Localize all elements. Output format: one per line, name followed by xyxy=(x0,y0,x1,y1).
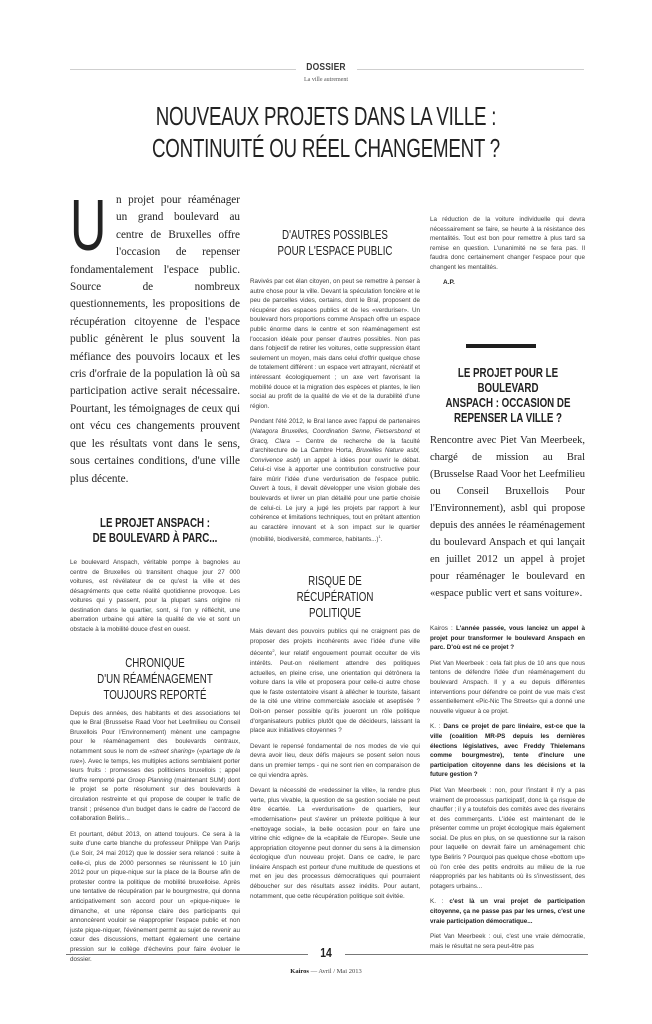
text-run: Pendant l'été 2012, le Bral lance avec l'appui de partenaires ( xyxy=(250,418,420,435)
question-text: Dans ce projet de parc linéaire, est-ce que la ville (coalition MR-PS depuis les dernières élections législatives, avec Freddy Thielemans comme bourgmestre), tente d'inclure une participation citoyenne dans les décisions et la future gestion ? xyxy=(430,723,585,779)
speaker-label: Kairos : xyxy=(430,625,456,632)
risque-paragraph-2: Devant le repensé fondamental de nos modes de vie qui devra avoir lieu, deux défis majeurs se posent selon nous dans un premier temps - qui ne sont rien en comparaison de ce qui viendra après. xyxy=(250,742,420,779)
heading-line: LE PROJET ANSPACH : xyxy=(100,515,210,530)
italic-run: street sharing xyxy=(152,748,192,756)
text-run: ) un appel à idées pour ouvrir le débat. Celui-ci vise à apporter une contribution constructive pour faire mûrir l'idée d'une verdurisation de l'espace public. Ouvert à tous, il devait développer une vision globale des boulevards et livrer un plan détaillé pour une partie choisie de celui-ci. Le jury a jugé les projets par rapport à leur cohérence et limitations techniques, tout en prêtant attention au caractère innovant et à son impact sur le quartier (mobilité, biodiversité, commerce, habitants...) xyxy=(250,456,420,544)
drop-cap: U xyxy=(70,186,107,266)
footer-publication xyxy=(0,968,652,975)
speaker-label: K. : xyxy=(430,723,444,731)
heading-line: RISQUE DE RÉCUPÉRATION xyxy=(296,573,374,605)
text-run: » (« xyxy=(191,748,203,756)
heading-line: REPENSER LA VILLE ? xyxy=(453,411,562,425)
heading-line: POLITIQUE xyxy=(308,605,362,621)
interview-question-3 xyxy=(430,897,585,926)
interview-answer-1: Piet Van Meerbeek : cela fait plus de 10 ans que nous tentons de défendre l'idée d'un réaménagement du boulevard Anspach. Il y a eu depuis différentes interventions pour défendre ce point de vue mais c'est essentiellement «Pic-Nic The Streets» qui a donné une nouvelle vigueur à ce projet. xyxy=(430,659,585,715)
heading-line: POUR L'ESPACE PUBLIC xyxy=(277,243,393,258)
chronique-paragraph-2: Et pourtant, début 2013, on attend toujours. Ce sera à la suite d'une carte blanche du professeur Philippe Van Parijs (Le Soir, 24 mai 2012) que le dossier sera relancé : suite à celle-ci, plus de 2000 personnes se réunissent le 10 juin 2012 pour un pique-nique sur la place de la Bourse afin de protester contre la politique de mobilité bruxelloise. Après une tentative de récupération par le bourgmestre, qui donna anticipativement son accord pour un «pique-nique» le dimanche, et une réponse claire des participants qui annoncèrent vouloir se réapproprier l'espace public et non juste pique-niquer, l'événement permit au sujet de revenir au cœur des discussions, mettant également une certaine pression sur le collège d'échevins pour faire évoluer le dossier. xyxy=(70,830,240,963)
heading-chronique xyxy=(91,655,219,703)
heading-interview xyxy=(441,366,575,426)
heading-line: ANSPACH : OCCASION DE xyxy=(445,396,571,410)
interview-answer-2: Piet Van Meerbeek : non, pour l'instant il n'y a pas vraiment de processus participatif, donc là ça risque de chauffer ; il y a toutefois des comités avec des riverains et des commerçants. L'idée est maintenant de le présenter comme un projet écologique mais également social. De plus en plus, on se questionne sur la raison pour laquelle on devrait faire un aménagement chic type Beliris ? Pourquoi pas quelque chose «bottom up» où l'on crée des petits endroits au milieu de la rue réappropriés par les habitants où ils s'investissent, des potagers urbains... xyxy=(430,786,585,890)
speaker-label: K. : xyxy=(430,898,450,906)
column-3 xyxy=(430,215,585,286)
heading-line: CHRONIQUE xyxy=(125,654,185,670)
footnote-ref[interactable]: 1 xyxy=(378,534,381,540)
interview-question-1 xyxy=(430,624,585,653)
italic-run: Groep Planning xyxy=(127,776,173,784)
column-3-interview xyxy=(422,366,594,426)
text-run: – Centre de recherche de la faculté d'architecture de La Cambre Horta, xyxy=(250,437,420,455)
page-number: 14 xyxy=(320,945,332,960)
intro-paragraph xyxy=(70,186,240,488)
risque-paragraph-4: La réduction de la voiture individuelle qui devra nécessairement se faire, se heurte à la résistance des mentalités. Tout est bon pour remettre à plus tard sa remise en question. L'unanimité ne se fera pas. Il faudra donc certainement changer l'espace pour que changent les mentalités. xyxy=(430,216,585,271)
column-1 xyxy=(70,186,240,970)
italic-run: Bruxelles Nature asbl, Convivence asbl xyxy=(250,447,420,464)
article-title xyxy=(91,100,560,164)
heading-line: D'AUTRES POSSIBLES xyxy=(282,227,388,242)
possibles-paragraph-2: Pendant l'été 2012, le Bral lance avec l'appui de partenaires (Natagora Bruxelles, Coordination Senne, Fietsersbond et Gracq, Clara – Centre de recherche de la faculté d'architecture de La Cambre Horta, Bruxelles Nature asbl, Convivence asbl) un appel à idées pour ouvrir le débat. Celui-ci vise à apporter une contribution constructive pour faire mûrir l'idée d'une verdurisation de l'espace public. Ouvert à tous, il devait développer une vision globale des boulevards et livrer un plan détaillé pour une partie choisie de celui-ci. Le jury a jugé les projets par rapport à leur cohérence et limitations techniques, tout en prêtant attention au caractère innovant et à son impact sur le quartier (mobilité, biodiversité, commerce, habitants...)$^1$. xyxy=(250,418,420,544)
text-run: (maintenant SUM) dont le projet se porte résolument sur des boulevards à circulation restreinte et qui propose de couper le trafic de transit ; présence d'un budget dans le cadre de l'accord de collaboration Beliris... xyxy=(70,776,240,823)
risque-paragraph-3: Devant la nécessité de «redessiner la ville», la rendre plus verte, plus vivable, la question de sa gestion sociale ne peut être écartée. La «verdurisation» de quartiers, leur «modernisation» peut s'avérer un prétexte politique à leur «nettoyage social», la belle occasion pour en faire une vitrine chic «digne» de la «capitale de l'Europe». Seule une appropriation citoyenne peut donner du sens à la dimension écologique d'un nouveau projet. Dans ce cadre, le parc linéaire Anspach est porteur d'une multitude de questions et met en jeu des processus démocratiques qui pourraient déboucher sur des résultats assez inédits. Pour autant, notamment, que cette récupération politique soit évitée. xyxy=(250,787,420,900)
interview-intro: Rencontre avec Piet Van Meerbeek, chargé de mission au Bral (Brusselse Raad Voor het Leefmilieu ou Conseil Bruxellois Pour l'Environnement), asbl qui propose depuis des années le réaménagement du boulevard Anspach et qui lançait en juillet 2012 un appel à projet pour réaménager le boulevard en «espace public vert et sans voiture». xyxy=(430,435,585,599)
heading-line: D'UN RÉAMÉNAGEMENT xyxy=(97,670,213,686)
risque-paragraph-1 xyxy=(250,627,420,736)
column-3-body xyxy=(430,432,585,957)
text-run: Depuis des années, des habitants et des associations tel que le Bral (Brusselse Raad Voor het Leefmilieu ou Conseil Bruxellois Pour l'Environnement) mènent une campagne pour le réaménagement des boulevards centraux, notamment sous le nom de « xyxy=(70,709,240,756)
heading-anspach xyxy=(89,516,222,546)
heading-line: LE PROJET POUR LE BOULEVARD xyxy=(457,366,559,395)
question-text: c'est là un vrai projet de participation citoyenne, ça ne passe pas par les urnes, c'est une vraie participation démocratique... xyxy=(430,898,585,925)
anspach-paragraph: Le boulevard Anspach, véritable pompe à bagnoles au centre de Bruxelles où transitent chaque jour 27 000 voitures, est révélateur de ce qu'est la ville et des désagréments que cette réalité quotidienne provoque. Les voitures qui y passent, pour la plupart sans origine ni destination dans le quartier, sont, si l'on y réfléchit, une aberration urbaine qui altère la qualité de vie et sont un obstacle à la mobilité douce d'est en ouest. xyxy=(70,558,240,634)
italic-run: partage de la rue xyxy=(70,748,240,765)
heading-line: TOUJOURS REPORTÉ xyxy=(103,686,207,702)
heading-risque xyxy=(271,573,399,621)
chronique-paragraph-1 xyxy=(70,709,240,824)
text-run: et xyxy=(411,427,420,435)
section-label: DOSSIER xyxy=(306,62,346,73)
italic-run: Natagora Bruxelles, Coordination Senne, Fietsersbond xyxy=(252,427,412,435)
interview-question-2 xyxy=(430,722,585,780)
text-run: »). Avec le temps, les multiples actions semblaient porter leurs fruits : promesses des politiciens bruxellois ; appel d'offre remporté par xyxy=(70,757,240,784)
heading-possibles xyxy=(271,227,399,259)
text-run: , leur relatif engouement pourrait occulter de vils intérêts. Peut-on réellement attendre des politiques actuelles, en pleine crise, une orientation qui détrônera la voiture dans la ville et proposera pour celle-ci autre chose que le faste ostentatoire visant à allécher le touriste, faisant de la cité une vitrine commerciale asociale et aseptisée ? Doit-on penser possible qu'ils joueront un rôle politique d'organisateurs publics plutôt que de décideurs, laissant la place aux initiatives citoyennes ? xyxy=(250,650,420,735)
publication-name: Kairos xyxy=(290,968,309,975)
section-subtitle: La ville autrement xyxy=(304,77,348,83)
text-run: Mais devant des pouvoirs publics qui ne craignent pas de proposer des projets incohérents avec l'idée d'une ville décente xyxy=(250,628,420,658)
column-2 xyxy=(250,221,420,907)
question-text: L'année passée, vous lanciez un appel à projet pour transformer le boulevard Anspach en parc. D'où est né ce projet ? xyxy=(430,625,585,652)
interview-answer-3: Piet Van Meerbeek : oui, c'est une vraie démocratie, mais le résultat ne sera peut-être pas xyxy=(430,933,585,950)
issue-date: — Avril / Mai 2013 xyxy=(308,968,362,975)
author-signature: A.P. xyxy=(443,278,455,286)
footnote-ref[interactable]: 2 xyxy=(272,648,275,654)
article-title-line-2: CONTINUITÉ OU RÉEL CHANGEMENT ? xyxy=(151,133,500,163)
possibles-paragraph-1: Ravivés par cet élan citoyen, on peut se remettre à penser à autre chose pour la ville. Devant la spéculation foncière et le peu de parcelles vides, certains, dont le Bral, proposent de récupérer des espaces publics et de les «verduriser». Un boulevard hors proportions comme Anspach offre un espace public énorme dans le centre et son réaménagement est l'occasion idéale pour penser d'autres possibles. Non pas dans l'objectif de retirer les voitures, cette suppression étant seulement un moyen, mais dans celui d'offrir quelque chose de totalement différent : un espace vert attrayant, récréatif et intéressant écologiquement ; un axe vert favorisant la mobilité douce et la migration des espèces et plantes, le lien social au profit de la qualité de vie et de la durabilité d'une région. xyxy=(250,278,420,410)
italic-run: Gracq, Clara xyxy=(250,437,290,445)
article-title-line-1: NOUVEAUX PROJETS DANS LA VILLE : xyxy=(155,101,497,131)
heading-line: DE BOULEVARD À PARC... xyxy=(92,530,218,545)
section-divider xyxy=(466,344,536,348)
intro-text: n projet pour réaménager un grand boulevard au centre de Bruxelles offre l'occasion de repenser fondamentalement l'espace public. Source de nombreux questionnements, les propositions de récupération citoyenne de l'espace public génèrent le plus souvent la méfiance des pouvoirs locaux et les cris d'orfraie de la population là où sa participation active serait nécessaire. Pourtant, les témoignages de ceux qui ont vécu ces changements prouvent que les résultats vont dans le sens, sous certaines conditions, d'une ville plus décente. xyxy=(70,194,240,485)
